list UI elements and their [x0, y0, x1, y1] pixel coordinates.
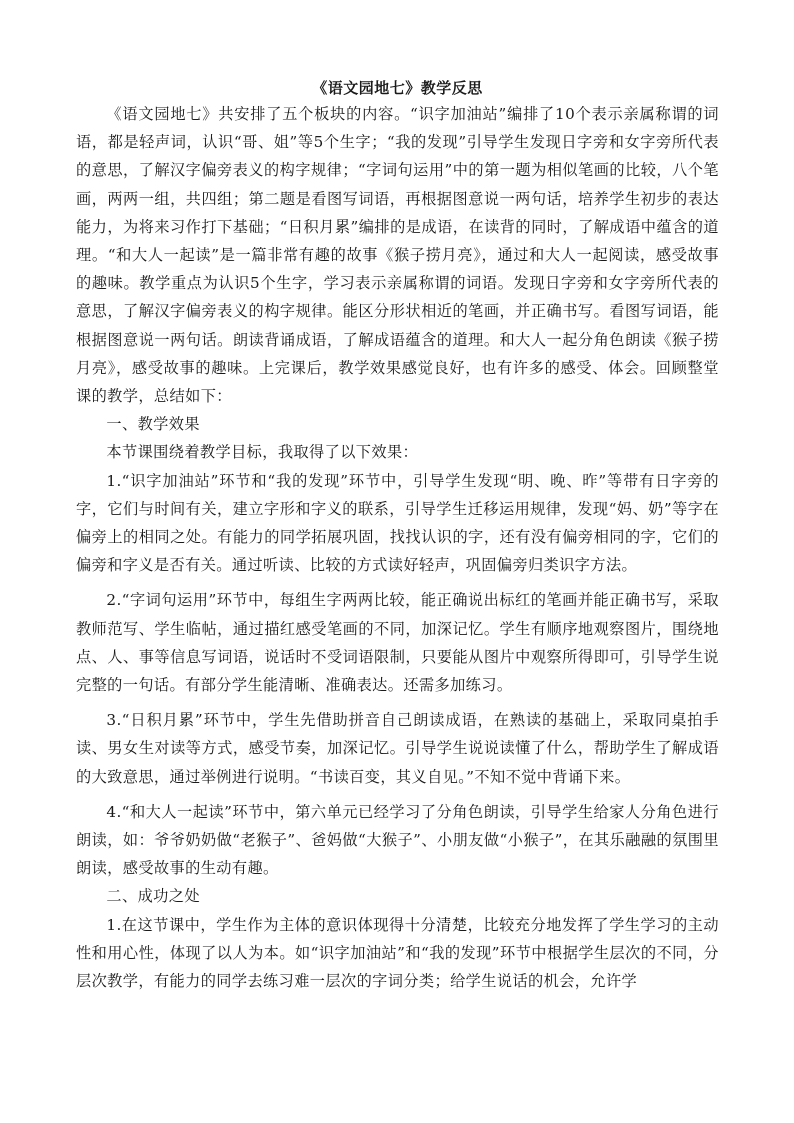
document-page	[76, 78, 719, 995]
effect-item-3: 3.“日积月累”环节中，学生先借助拼音自己朗读成语，在熟读的基础上，采取同桌拍手读、男女生对读等方式，感受节奏，加深记忆。引导学生说说读懂了什么，帮助学生了解成语的大致意思，通过举例进行说明。“书读百变，其义自见。”不知不觉中背诵下来。	[76, 711, 719, 786]
section-heading-teaching-effect: 一、教学效果	[106, 415, 200, 434]
section-heading-success: 二、成功之处	[106, 887, 200, 906]
document-title: 《语文园地七》教学反思	[312, 79, 483, 97]
success-item-1: 1.在这节课中，学生作为主体的意识体现得十分清楚，比较充分地发挥了学生学习的主动性和用心性，体现了以人为本。如“识字加油站”和“我的发现”环节中根据学生层次的不同，分层次教学，有能力的同学去练习难一层次的字词分类；给学生说话的机会，允许学	[76, 915, 719, 991]
intro-paragraph: 《语文园地七》共安排了五个板块的内容。“识字加油站”编排了10个表示亲属称谓的词语，都是轻声词，认识“哥、姐”等5个生字；“我的发现”引导学生发现日字旁和女字旁所代表的意思，了解汉字偏旁表义的构字规律；“字词句运用”中的第一题为相似笔画的比较，八个笔画，两两一组，共四组；第二题是看图写词语，再根据图意说一两句话，培养学生初步的表达能力，为将来习作打下基础；“日积月累”编排的是成语，在读背的同时，了解成语中蕴含的道理。“和大人一起读”是一篇非常有趣的故事《猴子捞月亮》，通过和大人一起阅读，感受故事的趣味。教学重点为认识5个生字，学习表示亲属称谓的词语。发现日字旁和女字旁所代表的意思，了解汉字偏旁表义的构字规律。能区分形状相近的笔画，并正确书写。看图写词语，能根据图意说一两句话。朗读背诵成语，了解成语蕴含的道理。和大人一起分角色朗读《猴子捞月亮》，感受故事的趣味。上完课后，教学效果感觉良好，也有许多的感受、体会。回顾整堂课的教学，总结如下：	[76, 105, 719, 406]
effect-item-4: 4.“和大人一起读”环节中，第六单元已经学习了分角色朗读，引导学生给家人分角色进行朗读，如：爷爷奶奶做“老猴子”、爸妈做“大猴子”、小朋友做“小猴子”，在其乐融融的氛围里朗读，感受故事的生动有趣。	[76, 802, 719, 878]
section-lead-paragraph: 本节课围绕着教学目标，我取得了以下效果：	[106, 443, 419, 462]
effect-item-1: 1.“识字加油站”环节和“我的发现”环节中，引导学生发现“明、晚、昨”等带有日字旁的字，它们与时间有关，建立字形和字义的联系，引导学生迁移运用规律，发现“妈、奶”等字在偏旁上的相同之处。有能力的同学拓展巩固，找找认识的字，还有没有偏旁相同的字，它们的偏旁和字义是否有关。通过听读、比较的方式读好轻声，巩固偏旁归类识字方法。	[76, 471, 719, 575]
effect-item-2: 2.“字词句运用”环节中，每组生字两两比较，能正确说出标红的笔画并能正确书写，采取教师范写、学生临帖，通过描红感受笔画的不同，加深记忆。学生有顺序地观察图片，围绕地点、人、事等信息写词语，说话时不受词语限制，只要能从图片中观察所得即可，引导学生说完整的一句话。有部分学生能清晰、准确表达。还需多加练习。	[76, 591, 719, 695]
